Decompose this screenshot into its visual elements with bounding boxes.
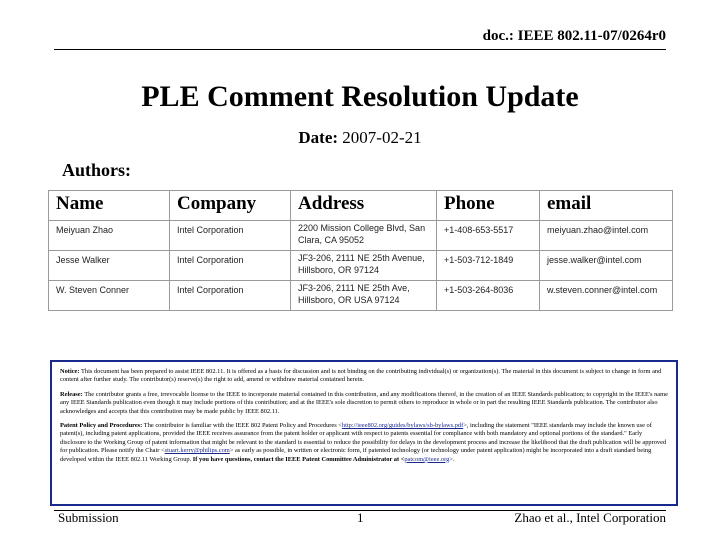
patent-text: The contributor is familiar with the IEEE 802 Patent Policy and Procedures < [143,422,342,430]
release-label: Release: [60,390,83,398]
authors-heading: Authors: [62,160,132,180]
notice-label: Notice: [60,368,80,375]
author-email: w.steven.conner@intel.com [540,281,673,311]
admin-email-link[interactable]: patcom@ieee.org [404,455,450,463]
author-phone: +1-408-653-5517 [437,221,540,251]
notice-box [50,360,678,506]
author-phone: +1-503-264-8036 [437,281,540,311]
author-email: jesse.walker@intel.com [540,251,673,281]
address-line: Clara, CA 95052 [298,235,365,245]
address-line: JF3-206, 2111 NE 25th Ave, [298,283,410,293]
questions-text: If you have questions, contact the IEEE Patent Committee Administrator at < [192,455,405,463]
column-header-address: Address [291,191,437,221]
author-address [291,221,437,251]
date-line [0,128,720,148]
notice-paragraph [60,368,668,385]
page-number: 1 [357,510,364,525]
author-address [291,251,437,281]
table-row [49,251,673,281]
chair-email-link[interactable]: stuart.kerry@philips.com [164,447,230,455]
author-email: meiyuan.zhao@intel.com [540,221,673,251]
address-line: Hillsboro, OR 97124 [298,265,380,275]
address-line: JF3-206, 2111 NE 25th Avenue, [298,253,425,263]
patent-policy-link[interactable]: http://ieee802.org/guides/bylaws/sb-bylaws.pdf [341,422,464,430]
date-label: Date: [298,128,339,147]
author-company: Intel Corporation [170,221,291,251]
questions-end: >. [449,455,455,463]
release-paragraph [60,391,668,416]
author-name: Meiyuan Zhao [49,221,170,251]
header-rule [54,49,666,50]
column-header-name: Name [49,191,170,221]
date-value: 2007-02-21 [342,128,422,147]
author-name: W. Steven Conner [49,281,170,311]
column-header-company: Company [170,191,291,221]
table-header-row [49,191,673,221]
column-header-email: email [540,191,673,221]
address-line: 2200 Mission College Blvd, San [298,223,426,233]
notice-text: This document has been prepared to assist IEEE 802.11. It is offered as a basis for discussion and is not binding on the contributing individual(s) or organization(s). The material in this document is subject to change in form and content after further study. The contributor(s) reserve(s) the right to add, amend or withdraw material contained herein. [60,368,662,384]
patent-label: Patent Policy and Procedures: [60,422,143,430]
patent-text: >, including the statement "IEEE standards may include the known use of patent(s), including patent applications, provided the IEEE receives assurance from the patent holder or applicant with respect to patents essential for compliance with both mandatory and optional portions of the standard." Early disclosure to the Working Group of patent information that might be relevant to the standard is essential to reduce the possibility for delays in the development process and increase the likelihood that the draft publication will be approved for publication. Please notify the Chair < [60,422,667,455]
column-header-phone: Phone [437,191,540,221]
author-company: Intel Corporation [170,251,291,281]
author-name: Jesse Walker [49,251,170,281]
author-phone: +1-503-712-1849 [437,251,540,281]
author-company: Intel Corporation [170,281,291,311]
release-text: The contributor grants a free, irrevocable license to the IEEE to incorporate material contained in this contribution, and any modifications thereof, in the creation of an IEEE Standards publication; to copyright in the IEEE's name any IEEE Standards publication even though it may include portions of this contribution; and at the IEEE's sole discretion to permit others to reproduce in whole or in part the resulting IEEE Standards publication. The contributor also acknowledges and accepts that this contribution may be made public by IEEE 802.11. [60,390,668,415]
address-line: Hillsboro, OR USA 97124 [298,295,400,305]
table-row [49,221,673,251]
patent-text: > as early as possible, in written or electronic form, if patented technology (or technology under patent application) might be incorporated into a draft standard being developed within the IEEE 802.11 Working Group. [60,447,652,463]
slide-title: PLE Comment Resolution Update [141,80,579,113]
authors-table [48,190,673,311]
table-row [49,281,673,311]
footer-authors: Zhao et al., Intel Corporation [514,510,666,525]
document-id: doc.: IEEE 802.11-07/0264r0 [482,28,666,44]
patent-paragraph [60,422,668,464]
footer-submission: Submission [58,510,119,525]
author-address [291,281,437,311]
